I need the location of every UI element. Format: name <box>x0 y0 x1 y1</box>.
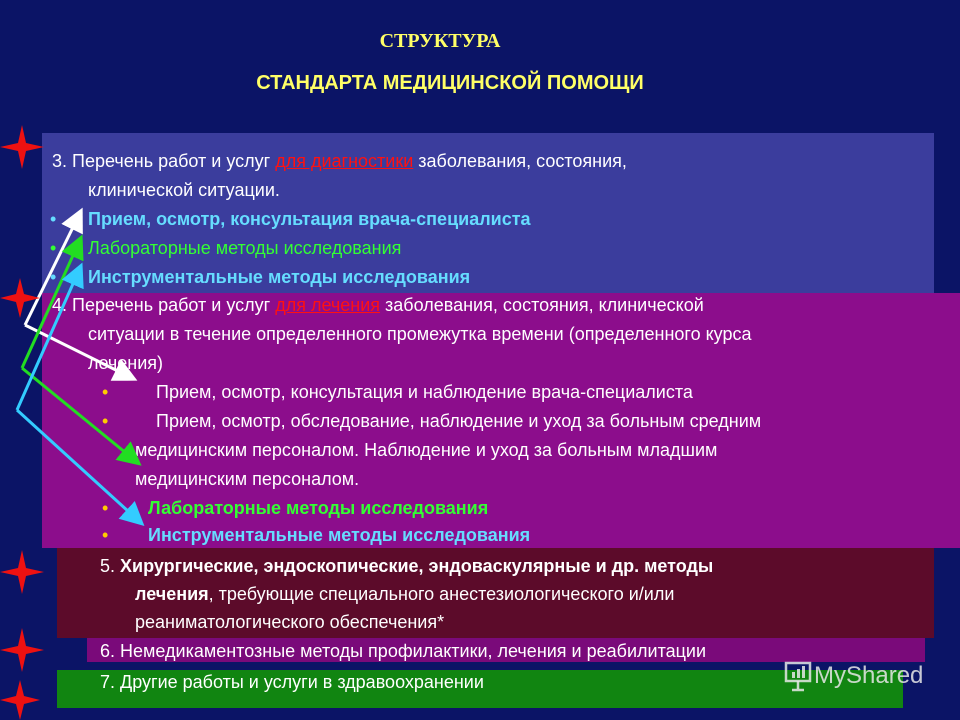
bullet-icon: • <box>50 238 57 258</box>
star-icon <box>0 550 44 594</box>
section-3-suffix: заболевания, состояния, <box>413 151 627 171</box>
title-structure: СТРУКТУРА <box>379 30 501 52</box>
section-4-item-2-cont: медицинским персоналом. Наблюдение и уход за больным младшим <box>135 440 718 460</box>
section-4-item-4: Инструментальные методы исследования <box>148 525 531 545</box>
section-4-treatment-link[interactable]: для лечения <box>275 295 381 315</box>
section-4-item-2: Прием, осмотр, обследование, наблюдение и уход за больным средним <box>156 411 762 431</box>
section-4-prefix: 4. Перечень работ и услуг <box>52 295 276 315</box>
section-5-bold1: Хирургические, эндоскопические, эндоваскулярные и др. методы <box>120 556 714 576</box>
section-5-bold2: лечения <box>135 584 209 604</box>
section-3-item-1: Прием, осмотр, консультация врача-специалиста <box>88 209 531 229</box>
arrow-cyan-down <box>17 410 140 522</box>
section-4-suffix: заболевания, состояния, клинической <box>380 295 704 315</box>
section-4-line3: лечения) <box>88 353 164 373</box>
star-icon <box>0 125 44 169</box>
bullet-icon: • <box>102 525 109 545</box>
section-5-rest2: , требующие специального анестезиологического и/или <box>208 584 675 604</box>
arrow-green-down <box>22 368 137 462</box>
section-3-line2: клинической ситуации. <box>88 180 280 200</box>
section-3-item-2: Лабораторные методы исследования <box>88 238 402 258</box>
bullet-icon: • <box>102 382 109 402</box>
star-icon <box>0 628 44 672</box>
section-6-text: 6. Немедикаментозные методы профилактики, лечения и реабилитации <box>100 641 707 661</box>
section-7-text: 7. Другие работы и услуги в здравоохранении <box>100 672 484 692</box>
section-4-item-3: Лабораторные методы исследования <box>148 498 489 518</box>
title-standard: СТАНДАРТА МЕДИЦИНСКОЙ ПОМОЩИ <box>256 72 644 94</box>
star-icon <box>0 680 40 720</box>
bullet-icon: • <box>102 498 109 518</box>
arrow-white-down <box>25 325 132 378</box>
bullet-icon: • <box>50 209 57 229</box>
section-4-item-2-cont2: медицинским персоналом. <box>135 469 360 489</box>
section-4-item-1: Прием, осмотр, консультация и наблюдение врача-специалиста <box>156 382 693 402</box>
section-5-line3: реаниматологического обеспечения* <box>135 612 445 632</box>
watermark-logo: MyShared <box>814 662 924 689</box>
bullet-icon: • <box>102 411 109 431</box>
section-5-num: 5. <box>100 556 121 576</box>
section-3-prefix: 3. Перечень работ и услуг <box>52 151 276 171</box>
section-3-item-3: Инструментальные методы исследования <box>88 267 471 287</box>
presentation-icon <box>784 660 812 692</box>
section-3-diagnostics-link[interactable]: для диагностики <box>275 151 414 171</box>
section-4-line2: ситуации в течение определенного промежутка времени (определенного курса <box>88 324 752 344</box>
bullet-icon: • <box>50 267 57 287</box>
star-icon <box>0 278 40 318</box>
